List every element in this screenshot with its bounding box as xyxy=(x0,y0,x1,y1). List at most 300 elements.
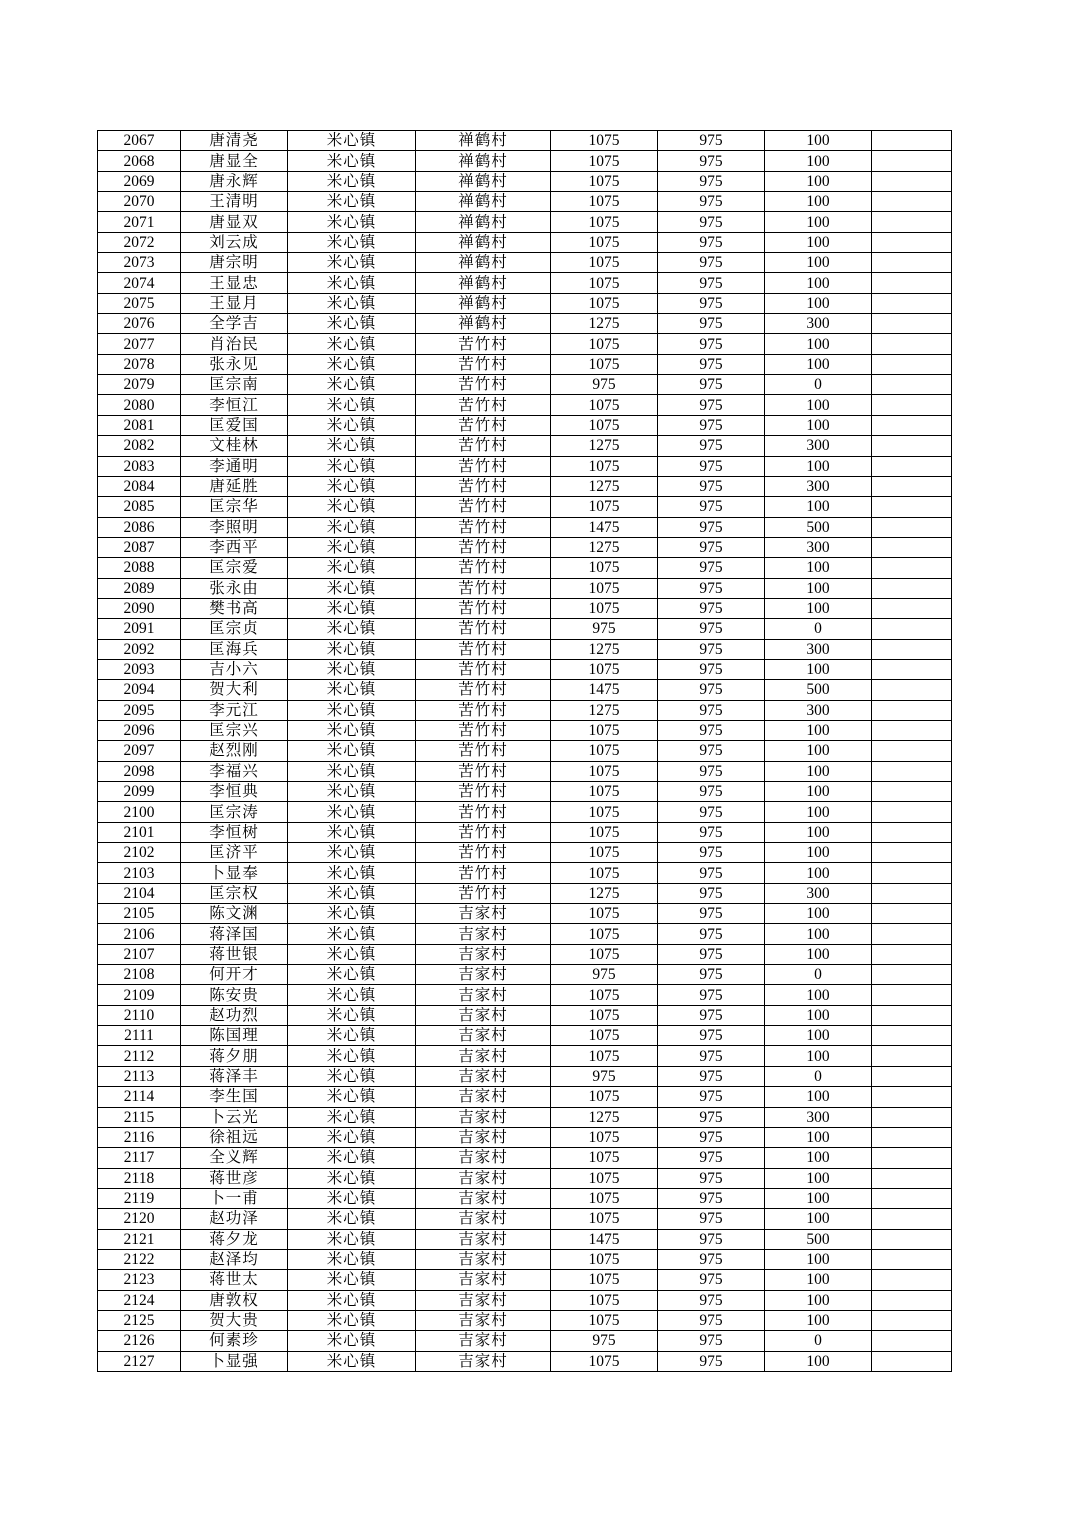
row-number-cell: 2102 xyxy=(98,843,181,863)
row-number-cell: 2106 xyxy=(98,924,181,944)
total-amount-cell: 1275 xyxy=(551,476,658,496)
total-amount-cell: 1275 xyxy=(551,883,658,903)
row-number-cell: 2115 xyxy=(98,1107,181,1127)
note-cell xyxy=(872,720,952,740)
row-number-cell: 2119 xyxy=(98,1188,181,1208)
name-cell: 匡济平 xyxy=(181,843,288,863)
table-row xyxy=(98,863,952,883)
row-number-cell: 2082 xyxy=(98,436,181,456)
base-amount-cell: 975 xyxy=(658,517,765,537)
name-cell: 唐永辉 xyxy=(181,171,288,191)
note-cell xyxy=(872,273,952,293)
base-amount-cell: 975 xyxy=(658,1351,765,1371)
note-cell xyxy=(872,700,952,720)
table-row xyxy=(98,720,952,740)
row-number-cell: 2114 xyxy=(98,1087,181,1107)
row-number-cell: 2089 xyxy=(98,578,181,598)
total-amount-cell: 1075 xyxy=(551,1270,658,1290)
difference-cell: 0 xyxy=(765,1066,872,1086)
table-row xyxy=(98,1046,952,1066)
note-cell xyxy=(872,1249,952,1269)
town-cell: 米心镇 xyxy=(288,334,416,354)
town-cell: 米心镇 xyxy=(288,1168,416,1188)
total-amount-cell: 1075 xyxy=(551,1026,658,1046)
town-cell: 米心镇 xyxy=(288,314,416,334)
base-amount-cell: 975 xyxy=(658,1087,765,1107)
town-cell: 米心镇 xyxy=(288,1066,416,1086)
row-number-cell: 2085 xyxy=(98,497,181,517)
town-cell: 米心镇 xyxy=(288,131,416,151)
village-cell: 吉家村 xyxy=(416,985,551,1005)
town-cell: 米心镇 xyxy=(288,1290,416,1310)
town-cell: 米心镇 xyxy=(288,843,416,863)
name-cell: 王显忠 xyxy=(181,273,288,293)
town-cell: 米心镇 xyxy=(288,639,416,659)
row-number-cell: 2107 xyxy=(98,944,181,964)
note-cell xyxy=(872,1209,952,1229)
table-row xyxy=(98,517,952,537)
note-cell xyxy=(872,314,952,334)
village-cell: 苦竹村 xyxy=(416,375,551,395)
village-cell: 吉家村 xyxy=(416,1249,551,1269)
base-amount-cell: 975 xyxy=(658,680,765,700)
note-cell xyxy=(872,171,952,191)
table-row xyxy=(98,232,952,252)
table-row xyxy=(98,1087,952,1107)
row-number-cell: 2072 xyxy=(98,232,181,252)
town-cell: 米心镇 xyxy=(288,944,416,964)
village-cell: 苦竹村 xyxy=(416,436,551,456)
table-row xyxy=(98,497,952,517)
town-cell: 米心镇 xyxy=(288,659,416,679)
note-cell xyxy=(872,619,952,639)
row-number-cell: 2116 xyxy=(98,1127,181,1147)
village-cell: 吉家村 xyxy=(416,1087,551,1107)
difference-cell: 100 xyxy=(765,171,872,191)
table-row xyxy=(98,456,952,476)
base-amount-cell: 975 xyxy=(658,619,765,639)
town-cell: 米心镇 xyxy=(288,1331,416,1351)
note-cell xyxy=(872,537,952,557)
name-cell: 贺大利 xyxy=(181,680,288,700)
town-cell: 米心镇 xyxy=(288,985,416,1005)
name-cell: 匡宗兴 xyxy=(181,720,288,740)
note-cell xyxy=(872,1270,952,1290)
row-number-cell: 2118 xyxy=(98,1168,181,1188)
village-cell: 苦竹村 xyxy=(416,456,551,476)
name-cell: 匡宗权 xyxy=(181,883,288,903)
note-cell xyxy=(872,1188,952,1208)
row-number-cell: 2069 xyxy=(98,171,181,191)
base-amount-cell: 975 xyxy=(658,944,765,964)
row-number-cell: 2111 xyxy=(98,1026,181,1046)
village-cell: 吉家村 xyxy=(416,904,551,924)
town-cell: 米心镇 xyxy=(288,1188,416,1208)
difference-cell: 100 xyxy=(765,1270,872,1290)
base-amount-cell: 975 xyxy=(658,253,765,273)
total-amount-cell: 1275 xyxy=(551,1107,658,1127)
town-cell: 米心镇 xyxy=(288,537,416,557)
name-cell: 全学吉 xyxy=(181,314,288,334)
name-cell: 卜显强 xyxy=(181,1351,288,1371)
note-cell xyxy=(872,802,952,822)
note-cell xyxy=(872,883,952,903)
name-cell: 赵功泽 xyxy=(181,1209,288,1229)
difference-cell: 0 xyxy=(765,375,872,395)
table-row xyxy=(98,212,952,232)
base-amount-cell: 975 xyxy=(658,1331,765,1351)
village-cell: 苦竹村 xyxy=(416,517,551,537)
base-amount-cell: 975 xyxy=(658,436,765,456)
base-amount-cell: 975 xyxy=(658,1229,765,1249)
row-number-cell: 2099 xyxy=(98,782,181,802)
difference-cell: 100 xyxy=(765,985,872,1005)
name-cell: 肖治民 xyxy=(181,334,288,354)
village-cell: 苦竹村 xyxy=(416,782,551,802)
village-cell: 禅鹤村 xyxy=(416,273,551,293)
note-cell xyxy=(872,1005,952,1025)
town-cell: 米心镇 xyxy=(288,497,416,517)
base-amount-cell: 975 xyxy=(658,334,765,354)
note-cell xyxy=(872,456,952,476)
name-cell: 徐祖远 xyxy=(181,1127,288,1147)
base-amount-cell: 975 xyxy=(658,537,765,557)
base-amount-cell: 975 xyxy=(658,843,765,863)
difference-cell: 100 xyxy=(765,1127,872,1147)
total-amount-cell: 1075 xyxy=(551,1310,658,1330)
table-row xyxy=(98,822,952,842)
note-cell xyxy=(872,375,952,395)
note-cell xyxy=(872,415,952,435)
name-cell: 唐敦权 xyxy=(181,1290,288,1310)
town-cell: 米心镇 xyxy=(288,822,416,842)
row-number-cell: 2103 xyxy=(98,863,181,883)
row-number-cell: 2110 xyxy=(98,1005,181,1025)
difference-cell: 100 xyxy=(765,1026,872,1046)
village-cell: 吉家村 xyxy=(416,1168,551,1188)
total-amount-cell: 1075 xyxy=(551,1046,658,1066)
table-row xyxy=(98,1229,952,1249)
town-cell: 米心镇 xyxy=(288,1026,416,1046)
town-cell: 米心镇 xyxy=(288,558,416,578)
row-number-cell: 2093 xyxy=(98,659,181,679)
village-cell: 禅鹤村 xyxy=(416,293,551,313)
name-cell: 贺大贵 xyxy=(181,1310,288,1330)
total-amount-cell: 1075 xyxy=(551,395,658,415)
village-cell: 苦竹村 xyxy=(416,659,551,679)
base-amount-cell: 975 xyxy=(658,1127,765,1147)
village-cell: 苦竹村 xyxy=(416,843,551,863)
total-amount-cell: 1475 xyxy=(551,1229,658,1249)
row-number-cell: 2079 xyxy=(98,375,181,395)
table-row xyxy=(98,273,952,293)
village-cell: 吉家村 xyxy=(416,1209,551,1229)
row-number-cell: 2087 xyxy=(98,537,181,557)
total-amount-cell: 1275 xyxy=(551,314,658,334)
village-cell: 吉家村 xyxy=(416,1331,551,1351)
name-cell: 李福兴 xyxy=(181,761,288,781)
town-cell: 米心镇 xyxy=(288,1270,416,1290)
total-amount-cell: 1075 xyxy=(551,497,658,517)
village-cell: 禅鹤村 xyxy=(416,131,551,151)
row-number-cell: 2075 xyxy=(98,293,181,313)
town-cell: 米心镇 xyxy=(288,1249,416,1269)
town-cell: 米心镇 xyxy=(288,619,416,639)
town-cell: 米心镇 xyxy=(288,1087,416,1107)
table-row xyxy=(98,619,952,639)
difference-cell: 100 xyxy=(765,944,872,964)
total-amount-cell: 1075 xyxy=(551,334,658,354)
village-cell: 苦竹村 xyxy=(416,598,551,618)
name-cell: 匡宗贞 xyxy=(181,619,288,639)
village-cell: 苦竹村 xyxy=(416,741,551,761)
town-cell: 米心镇 xyxy=(288,212,416,232)
base-amount-cell: 975 xyxy=(658,151,765,171)
table-row xyxy=(98,1351,952,1371)
difference-cell: 100 xyxy=(765,1168,872,1188)
row-number-cell: 2126 xyxy=(98,1331,181,1351)
note-cell xyxy=(872,863,952,883)
base-amount-cell: 975 xyxy=(658,659,765,679)
total-amount-cell: 1275 xyxy=(551,436,658,456)
name-cell: 赵泽均 xyxy=(181,1249,288,1269)
difference-cell: 100 xyxy=(765,192,872,212)
difference-cell: 0 xyxy=(765,965,872,985)
base-amount-cell: 975 xyxy=(658,578,765,598)
name-cell: 李恒江 xyxy=(181,395,288,415)
difference-cell: 300 xyxy=(765,700,872,720)
base-amount-cell: 975 xyxy=(658,822,765,842)
table-row xyxy=(98,537,952,557)
base-amount-cell: 975 xyxy=(658,192,765,212)
difference-cell: 100 xyxy=(765,741,872,761)
table-row xyxy=(98,1331,952,1351)
note-cell xyxy=(872,1351,952,1371)
total-amount-cell: 1075 xyxy=(551,598,658,618)
village-cell: 苦竹村 xyxy=(416,415,551,435)
difference-cell: 100 xyxy=(765,1046,872,1066)
total-amount-cell: 1475 xyxy=(551,680,658,700)
total-amount-cell: 1075 xyxy=(551,273,658,293)
total-amount-cell: 1075 xyxy=(551,1148,658,1168)
table-row xyxy=(98,415,952,435)
note-cell xyxy=(872,212,952,232)
total-amount-cell: 975 xyxy=(551,1066,658,1086)
village-cell: 苦竹村 xyxy=(416,700,551,720)
table-row xyxy=(98,253,952,273)
town-cell: 米心镇 xyxy=(288,883,416,903)
village-cell: 吉家村 xyxy=(416,965,551,985)
village-cell: 苦竹村 xyxy=(416,578,551,598)
row-number-cell: 2077 xyxy=(98,334,181,354)
note-cell xyxy=(872,354,952,374)
total-amount-cell: 1075 xyxy=(551,1249,658,1269)
total-amount-cell: 1075 xyxy=(551,944,658,964)
town-cell: 米心镇 xyxy=(288,904,416,924)
row-number-cell: 2120 xyxy=(98,1209,181,1229)
row-number-cell: 2095 xyxy=(98,700,181,720)
note-cell xyxy=(872,1290,952,1310)
name-cell: 匡宗爱 xyxy=(181,558,288,578)
village-cell: 吉家村 xyxy=(416,1005,551,1025)
difference-cell: 100 xyxy=(765,904,872,924)
table-row xyxy=(98,436,952,456)
row-number-cell: 2081 xyxy=(98,415,181,435)
difference-cell: 100 xyxy=(765,761,872,781)
town-cell: 米心镇 xyxy=(288,1229,416,1249)
table-row xyxy=(98,476,952,496)
total-amount-cell: 975 xyxy=(551,1331,658,1351)
town-cell: 米心镇 xyxy=(288,1209,416,1229)
difference-cell: 100 xyxy=(765,151,872,171)
town-cell: 米心镇 xyxy=(288,1046,416,1066)
table-row xyxy=(98,1107,952,1127)
town-cell: 米心镇 xyxy=(288,680,416,700)
village-cell: 禅鹤村 xyxy=(416,151,551,171)
base-amount-cell: 975 xyxy=(658,476,765,496)
row-number-cell: 2109 xyxy=(98,985,181,1005)
difference-cell: 100 xyxy=(765,720,872,740)
total-amount-cell: 1075 xyxy=(551,1127,658,1147)
base-amount-cell: 975 xyxy=(658,293,765,313)
base-amount-cell: 975 xyxy=(658,1026,765,1046)
note-cell xyxy=(872,395,952,415)
town-cell: 米心镇 xyxy=(288,1005,416,1025)
village-cell: 吉家村 xyxy=(416,1046,551,1066)
table-row xyxy=(98,700,952,720)
total-amount-cell: 1075 xyxy=(551,802,658,822)
town-cell: 米心镇 xyxy=(288,456,416,476)
note-cell xyxy=(872,1229,952,1249)
note-cell xyxy=(872,334,952,354)
row-number-cell: 2080 xyxy=(98,395,181,415)
row-number-cell: 2078 xyxy=(98,354,181,374)
village-cell: 苦竹村 xyxy=(416,720,551,740)
note-cell xyxy=(872,1087,952,1107)
difference-cell: 100 xyxy=(765,1188,872,1208)
name-cell: 蒋夕朋 xyxy=(181,1046,288,1066)
name-cell: 何开才 xyxy=(181,965,288,985)
note-cell xyxy=(872,924,952,944)
village-cell: 禅鹤村 xyxy=(416,171,551,191)
note-cell xyxy=(872,944,952,964)
village-cell: 苦竹村 xyxy=(416,863,551,883)
note-cell xyxy=(872,151,952,171)
note-cell xyxy=(872,843,952,863)
difference-cell: 0 xyxy=(765,1331,872,1351)
name-cell: 蒋世太 xyxy=(181,1270,288,1290)
total-amount-cell: 1075 xyxy=(551,232,658,252)
row-number-cell: 2097 xyxy=(98,741,181,761)
total-amount-cell: 975 xyxy=(551,965,658,985)
base-amount-cell: 975 xyxy=(658,1188,765,1208)
difference-cell: 100 xyxy=(765,1290,872,1310)
total-amount-cell: 1075 xyxy=(551,212,658,232)
name-cell: 唐显双 xyxy=(181,212,288,232)
base-amount-cell: 975 xyxy=(658,375,765,395)
row-number-cell: 2105 xyxy=(98,904,181,924)
difference-cell: 500 xyxy=(765,1229,872,1249)
total-amount-cell: 1075 xyxy=(551,415,658,435)
table-row xyxy=(98,1249,952,1269)
row-number-cell: 2108 xyxy=(98,965,181,985)
town-cell: 米心镇 xyxy=(288,171,416,191)
name-cell: 匡爱国 xyxy=(181,415,288,435)
difference-cell: 100 xyxy=(765,497,872,517)
difference-cell: 300 xyxy=(765,314,872,334)
row-number-cell: 2123 xyxy=(98,1270,181,1290)
village-cell: 禅鹤村 xyxy=(416,212,551,232)
note-cell xyxy=(872,253,952,273)
note-cell xyxy=(872,985,952,1005)
base-amount-cell: 975 xyxy=(658,314,765,334)
table-row xyxy=(98,1188,952,1208)
difference-cell: 100 xyxy=(765,782,872,802)
name-cell: 唐延胜 xyxy=(181,476,288,496)
difference-cell: 100 xyxy=(765,273,872,293)
note-cell xyxy=(872,782,952,802)
row-number-cell: 2125 xyxy=(98,1310,181,1330)
name-cell: 赵功烈 xyxy=(181,1005,288,1025)
row-number-cell: 2070 xyxy=(98,192,181,212)
name-cell: 全义辉 xyxy=(181,1148,288,1168)
difference-cell: 100 xyxy=(765,334,872,354)
row-number-cell: 2074 xyxy=(98,273,181,293)
total-amount-cell: 1075 xyxy=(551,1087,658,1107)
base-amount-cell: 975 xyxy=(658,904,765,924)
table-row xyxy=(98,761,952,781)
difference-cell: 500 xyxy=(765,680,872,700)
name-cell: 蒋泽丰 xyxy=(181,1066,288,1086)
total-amount-cell: 1075 xyxy=(551,354,658,374)
difference-cell: 100 xyxy=(765,863,872,883)
base-amount-cell: 975 xyxy=(658,802,765,822)
difference-cell: 300 xyxy=(765,476,872,496)
note-cell xyxy=(872,1168,952,1188)
note-cell xyxy=(872,639,952,659)
town-cell: 米心镇 xyxy=(288,273,416,293)
village-cell: 苦竹村 xyxy=(416,761,551,781)
total-amount-cell: 1075 xyxy=(551,924,658,944)
total-amount-cell: 1075 xyxy=(551,558,658,578)
name-cell: 李西平 xyxy=(181,537,288,557)
note-cell xyxy=(872,1107,952,1127)
total-amount-cell: 1075 xyxy=(551,1005,658,1025)
base-amount-cell: 975 xyxy=(658,171,765,191)
table-row xyxy=(98,802,952,822)
table-row xyxy=(98,659,952,679)
difference-cell: 100 xyxy=(765,253,872,273)
row-number-cell: 2083 xyxy=(98,456,181,476)
name-cell: 蒋泽国 xyxy=(181,924,288,944)
table-row xyxy=(98,171,952,191)
base-amount-cell: 975 xyxy=(658,700,765,720)
row-number-cell: 2100 xyxy=(98,802,181,822)
difference-cell: 100 xyxy=(765,131,872,151)
base-amount-cell: 975 xyxy=(658,741,765,761)
total-amount-cell: 1075 xyxy=(551,1351,658,1371)
difference-cell: 100 xyxy=(765,802,872,822)
table-row xyxy=(98,680,952,700)
town-cell: 米心镇 xyxy=(288,253,416,273)
base-amount-cell: 975 xyxy=(658,985,765,1005)
name-cell: 蒋夕龙 xyxy=(181,1229,288,1249)
table-row xyxy=(98,1148,952,1168)
name-cell: 蒋世彦 xyxy=(181,1168,288,1188)
total-amount-cell: 1075 xyxy=(551,1209,658,1229)
village-cell: 苦竹村 xyxy=(416,680,551,700)
difference-cell: 100 xyxy=(765,659,872,679)
